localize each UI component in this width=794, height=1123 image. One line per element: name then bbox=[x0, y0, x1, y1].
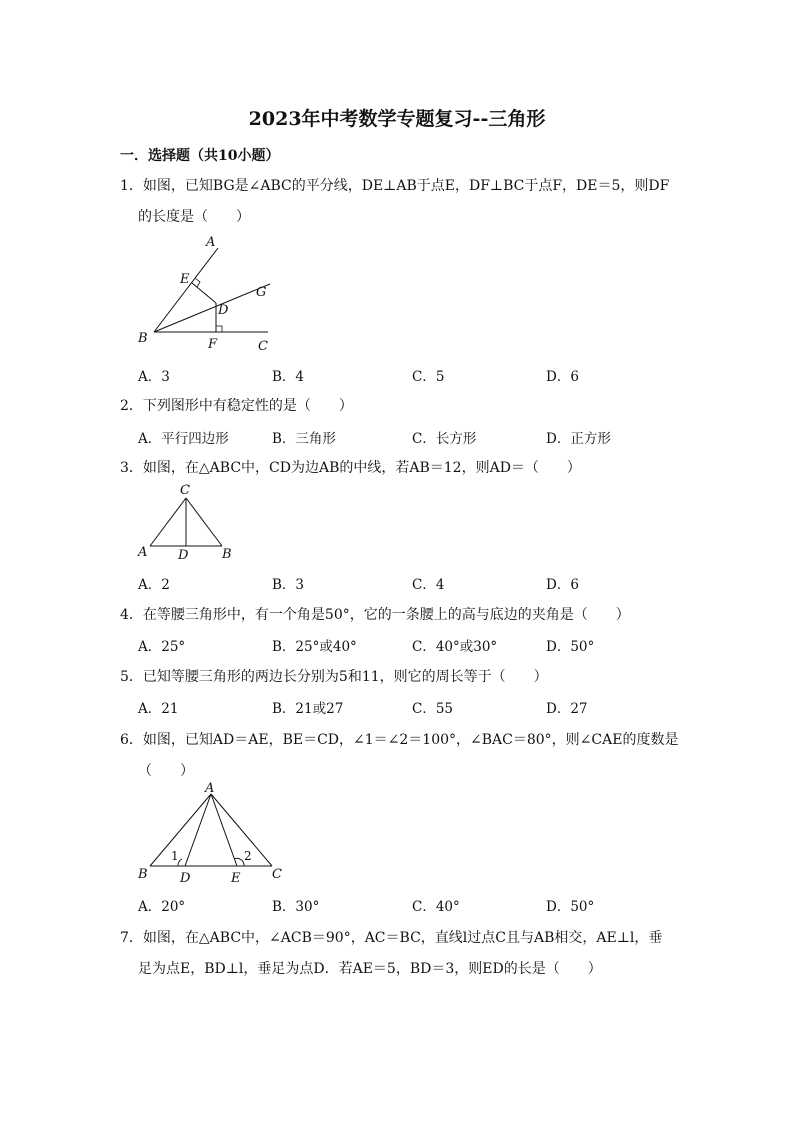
label-a: A bbox=[206, 235, 216, 250]
q4-option-b: B．25°或40° bbox=[272, 639, 357, 655]
label-d: D bbox=[218, 303, 229, 318]
question-4-line-1: 4．在等腰三角形中，有一个角是50°，它的一条腰上的高与底边的夹角是（ ） bbox=[120, 607, 630, 623]
label-e: E bbox=[180, 272, 190, 287]
segment-ad bbox=[185, 794, 211, 866]
segment-de bbox=[192, 283, 216, 303]
q2-option-b: B．三角形 bbox=[272, 431, 336, 447]
label-c: C bbox=[272, 867, 282, 882]
q1-option-c: C．5 bbox=[412, 369, 445, 385]
ray-ba bbox=[154, 248, 218, 332]
question-3-figure bbox=[130, 480, 240, 564]
side-ac bbox=[150, 498, 186, 546]
side-ac bbox=[211, 794, 272, 866]
right-angle-mark-f bbox=[216, 326, 222, 332]
question-1-figure bbox=[130, 232, 290, 354]
question-5-line-1: 5．已知等腰三角形的两边长分别为5和11，则它的周长等于（ ） bbox=[120, 669, 548, 685]
side-ab bbox=[150, 794, 211, 866]
segment-ae bbox=[211, 794, 237, 866]
question-6-line-1: 6．如图，已知AD＝AE，BE＝CD，∠1＝∠2＝100°，∠BAC＝80°，则∠CAE的度数是 bbox=[120, 732, 679, 748]
q5-option-c: C．55 bbox=[412, 701, 454, 717]
question-6-line-2: （ ） bbox=[138, 763, 194, 779]
label-c: C bbox=[258, 339, 268, 354]
q1-option-b: B．4 bbox=[272, 369, 305, 385]
label-g: G bbox=[256, 285, 267, 300]
q3-option-d: D．6 bbox=[546, 577, 579, 593]
question-7-line-2: 足为点E，BD⊥l，垂足为点D．若AE＝5，BD＝3，则ED的长是（ ） bbox=[138, 961, 602, 977]
label-b: B bbox=[138, 867, 148, 882]
side-cb bbox=[186, 498, 222, 546]
question-1-line-2: 的长度是（ ） bbox=[138, 209, 250, 225]
question-6-figure bbox=[130, 780, 290, 888]
label-e: E bbox=[231, 871, 241, 886]
question-1-line-1: 1．如图，已知BG是∠ABC的平分线，DE⊥AB于点E，DF⊥BC于点F，DE＝5，则DF bbox=[120, 178, 670, 194]
q3-option-a: A．2 bbox=[138, 577, 170, 593]
q6-option-a: A．20° bbox=[138, 899, 186, 915]
q4-option-c: C．40°或30° bbox=[412, 639, 498, 655]
q3-option-b: B．3 bbox=[272, 577, 305, 593]
label-f: F bbox=[208, 337, 218, 352]
ray-bg bbox=[154, 284, 270, 332]
q6-option-b: B．30° bbox=[272, 899, 320, 915]
label-b: B bbox=[138, 331, 148, 346]
label-d: D bbox=[178, 548, 189, 563]
q5-option-d: D．27 bbox=[546, 701, 588, 717]
label-a: A bbox=[205, 781, 215, 796]
q2-option-a: A．平行四边形 bbox=[138, 431, 229, 447]
q4-option-a: A．25° bbox=[138, 639, 186, 655]
label-c: C bbox=[180, 483, 190, 498]
q6-option-c: C．40° bbox=[412, 899, 460, 915]
label-d: D bbox=[180, 871, 191, 886]
q2-option-d: D．正方形 bbox=[546, 431, 611, 447]
q2-option-c: C．长方形 bbox=[412, 431, 477, 447]
q5-option-a: A．21 bbox=[138, 701, 179, 717]
label-angle-1: 1 bbox=[171, 849, 179, 863]
page-title: 2023年中考数学专题复习--三角形 bbox=[248, 108, 546, 130]
section-heading: 一．选择题（共10小题） bbox=[120, 148, 280, 164]
q1-option-d: D．6 bbox=[546, 369, 579, 385]
question-2-line-1: 2．下列图形中有稳定性的是（ ） bbox=[120, 398, 353, 414]
label-angle-2: 2 bbox=[244, 849, 252, 863]
label-a: A bbox=[138, 545, 148, 560]
q4-option-d: D．50° bbox=[546, 639, 595, 655]
q3-option-c: C．4 bbox=[412, 577, 445, 593]
q1-option-a: A．3 bbox=[138, 369, 170, 385]
question-7-line-1: 7．如图，在△ABC中，∠ACB＝90°，AC＝BC，直线l过点C且与AB相交，AE⊥l，垂 bbox=[120, 930, 663, 946]
label-b: B bbox=[222, 547, 232, 562]
q5-option-b: B．21或27 bbox=[272, 701, 344, 717]
question-3-line-1: 3．如图，在△ABC中，CD为边AB的中线，若AB＝12，则AD＝（ ） bbox=[120, 460, 581, 476]
q6-option-d: D．50° bbox=[546, 899, 595, 915]
